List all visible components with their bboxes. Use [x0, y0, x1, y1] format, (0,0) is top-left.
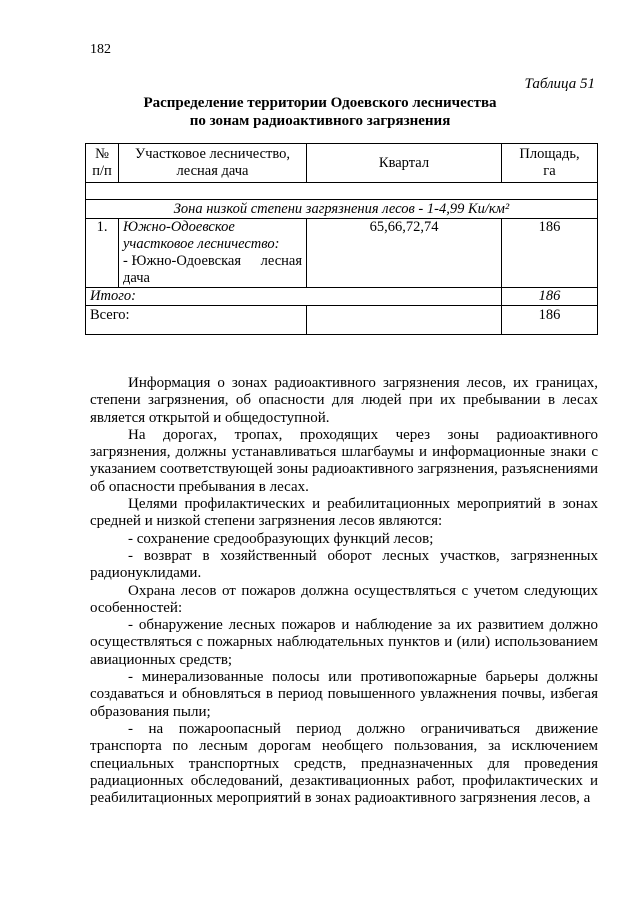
- list-item: - сохранение средообразующих функций лесов;: [128, 530, 434, 547]
- table-spacer-row: [86, 183, 598, 200]
- subtotal-label: Итого:: [86, 288, 502, 306]
- header-area: Площадь, га: [502, 144, 598, 183]
- table-caption: Таблица 51: [524, 76, 595, 92]
- table-row: [86, 219, 598, 288]
- body-text: [90, 375, 598, 807]
- paragraph: На дорогах, тропах, проходящих через зоны радиоактивного загрязнения, должны устанавливаться шлагбаумы и информационные знаки с указанием соответствующей зоны радиоактивного загрязнения, разъяснениями об опасности пребывания в лесах.: [90, 426, 598, 495]
- total-value: 186: [502, 306, 598, 335]
- table-subtitle: по зонам радиоактивного загрязнения: [189, 113, 451, 129]
- paragraph: Целями профилактических и реабилитационных мероприятий в зонах средней и низкой степени загрязнения лесов являются:: [90, 496, 598, 530]
- list-item: - на пожароопасный период должно ограничиваться движение транспорта по лесным дорогам необщего пользования, за исключением специальных транспортных средств, предназначенных для проведения радиационных обследований, дезактивационных работ, профилактических и реабилитационных мероприятий в зонах радиоактивного загрязнения лесов, а: [90, 720, 598, 807]
- zone-distribution-table: [85, 143, 598, 335]
- page-number: 182: [90, 42, 111, 57]
- paragraph: Охрана лесов от пожаров должна осуществляться с учетом следующих особенностей:: [90, 582, 598, 616]
- list-item: - минерализованные полосы или противопожарные барьеры должны создаваться и обновляться в период повышенного увлажнения почвы, избегая образования пыли;: [90, 669, 598, 720]
- zone-label: Зона низкой степени загрязнения лесов - 1-4,99 Ки/км²: [86, 200, 598, 219]
- total-row: [86, 306, 598, 335]
- row-area: 186: [502, 219, 598, 288]
- subtotal-value: 186: [502, 288, 598, 306]
- row-forest: Южно-Одоевское участковое лесничество: - Южно-Одоевская лесная дача: [119, 219, 307, 288]
- list-item: - возврат в хозяйственный оборот лесных участков, загрязненных радионуклидами.: [90, 547, 598, 582]
- total-label: Всего:: [86, 306, 307, 335]
- table-header-row: [86, 144, 598, 183]
- header-forest: Участковое лесничество, лесная дача: [119, 144, 307, 183]
- zone-row: [86, 200, 598, 219]
- subtotal-row: [86, 288, 598, 306]
- row-block: 65,66,72,74: [307, 219, 502, 288]
- header-num: № п/п: [86, 144, 119, 183]
- row-num: 1.: [86, 219, 119, 288]
- header-block: Квартал: [307, 144, 502, 183]
- paragraph: Информация о зонах радиоактивного загрязнения лесов, их границах, степени загрязнения, об опасности для людей при их пребывании в лесах является открытой и общедоступной.: [90, 375, 598, 426]
- list-item: - обнаружение лесных пожаров и наблюдение за их развитием должно осуществляться с пожарных наблюдательных пунктов и (или) использованием авиационных средств;: [90, 617, 598, 668]
- table-title: Распределение территории Одоевского лесничества: [143, 95, 497, 111]
